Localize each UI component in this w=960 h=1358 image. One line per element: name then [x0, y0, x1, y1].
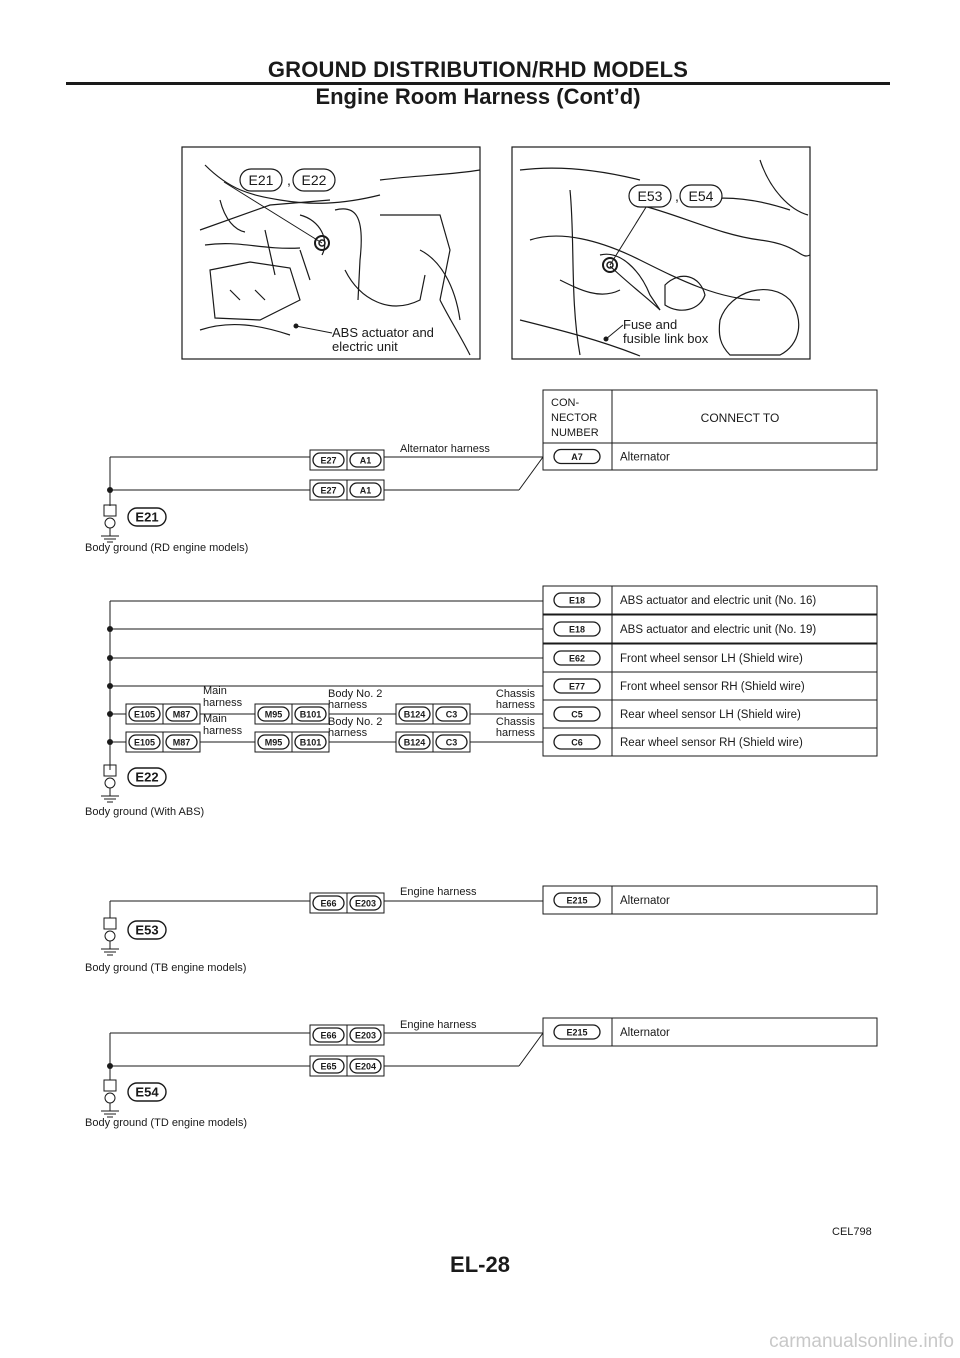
connector-e66-e203-tb-a-label: E66 — [320, 898, 337, 909]
figure-code: CEL798 — [832, 1226, 872, 1238]
connector-e65-e204-b-label: E204 — [354, 1061, 377, 1072]
row-abs-5-connect-to: Rear wheel sensor RH (Shield wire) — [620, 737, 803, 749]
row-a7-connect-to: Alternator — [620, 451, 670, 464]
row-abs-3-connect-to: Front wheel sensor RH (Shield wire) — [620, 681, 805, 693]
section-subtitle: Engine Room Harness (Cont’d) — [315, 84, 641, 109]
illustration-stroke-15 — [520, 168, 640, 180]
right-photo-label-line1: Fuse and — [623, 317, 678, 332]
connector-m95-b101-2-b-label: B101 — [299, 737, 322, 748]
section-title: GROUND DISTRIBUTION/RHD MODELS — [267, 57, 689, 82]
illustration-stroke-8 — [440, 300, 470, 355]
illustration-stroke-5 — [335, 209, 361, 300]
page-number: EL-28 — [450, 1252, 510, 1277]
callout-e22-label: E22 — [301, 172, 327, 189]
connector-b124-c3-2-a-label: B124 — [403, 737, 426, 748]
callout-e54-label: E54 — [688, 188, 714, 205]
callout-e21-label: E21 — [248, 172, 274, 189]
illustration-stroke-10 — [200, 325, 290, 335]
chassis-harness-label-1a: Chassis — [495, 688, 535, 700]
callout-separator-left: , — [287, 172, 291, 188]
illustration-stroke-16 — [530, 236, 760, 300]
connector-e105-m87-2-b-label: M87 — [172, 737, 191, 748]
ground-e21-caption: Body ground (RD engine models) — [85, 542, 249, 554]
illustration-stroke-21 — [570, 190, 580, 355]
callout-e53-label: E53 — [637, 188, 663, 205]
ground-e22-caption: Body ground (With ABS) — [85, 806, 205, 818]
connector-e27-a1-2-b-label: A1 — [359, 485, 372, 496]
connector-e105-m87-2-a-label: E105 — [133, 737, 156, 748]
ground-e53-label: E53 — [135, 922, 159, 938]
row-abs-5-connector-label: C6 — [571, 737, 583, 748]
connector-e66-e203-td-b-label: E203 — [354, 1030, 377, 1041]
ground-e54-label: E54 — [135, 1084, 159, 1100]
body-harness-label-1a: Body No. 2 — [328, 688, 383, 700]
chassis-harness-label-2b: harness — [495, 727, 535, 739]
ground-e53-caption: Body ground (TB engine models) — [85, 962, 247, 974]
connector-b124-c3-1-b-label: C3 — [445, 709, 458, 720]
row-e215-tb-connect-to: Alternator — [620, 895, 670, 907]
header-connector-line2: NECTOR — [551, 412, 598, 424]
callout-separator-right: , — [675, 188, 679, 204]
row-abs-1-connector-label: E18 — [568, 624, 586, 635]
connector-e66-e203-td-a-label: E66 — [320, 1030, 337, 1041]
row-abs-2-connector-label: E62 — [568, 653, 586, 664]
illustration-stroke-3 — [210, 262, 300, 320]
connector-b124-c3-1-a-label: B124 — [403, 709, 426, 720]
ground-e53-symbol — [104, 918, 116, 929]
connector-e27-a1-1-a-label: E27 — [320, 455, 337, 466]
row-abs-1-connect-to: ABS actuator and electric unit (No. 19) — [620, 624, 817, 636]
main-harness-label-1a: Main — [203, 685, 227, 697]
illustration-stroke-1 — [200, 200, 330, 230]
ground-e21-symbol — [104, 505, 116, 516]
illustration-stroke-12 — [420, 250, 460, 320]
illustration-stroke-2 — [205, 244, 300, 249]
illustration-stroke-24 — [760, 160, 808, 215]
row-abs-2-connect-to: Front wheel sensor LH (Shield wire) — [620, 653, 803, 665]
watermark: carmanualsonline.info — [769, 1331, 954, 1352]
main-harness-label-2b: harness — [203, 725, 243, 737]
illustration-stroke-6 — [345, 270, 425, 306]
row-e215-td-connector-label: E215 — [566, 1027, 588, 1038]
connector-m95-b101-1-b-label: B101 — [299, 709, 322, 720]
row-abs-0-connect-to: ABS actuator and electric unit (No. 16) — [620, 595, 817, 607]
row-abs-4-connect-to: Rear wheel sensor LH (Shield wire) — [620, 709, 801, 721]
row-abs-3-connector-label: E77 — [568, 681, 586, 692]
illustration-stroke-0 — [205, 165, 380, 203]
connector-e27-a1-2-a-label: E27 — [320, 485, 337, 496]
illustration-stroke-11 — [380, 170, 480, 180]
body-harness-label-1b: harness — [328, 699, 368, 711]
connector-e27-a1-1-b-label: A1 — [359, 455, 372, 466]
ground-e21-label: E21 — [135, 509, 159, 525]
connector-e105-m87-1-a-label: E105 — [133, 709, 156, 720]
row-abs-4-connector-label: C5 — [571, 709, 583, 720]
ground-e54-caption: Body ground (TD engine models) — [85, 1117, 248, 1129]
illustration-stroke-17 — [560, 280, 620, 294]
illustration-stroke-19 — [640, 205, 810, 256]
header-connector-line1: CON- — [551, 397, 580, 409]
header-connect-to: CONNECT TO — [700, 411, 780, 425]
connector-m95-b101-1-a-label: M95 — [264, 709, 283, 720]
body-harness-label-2b: harness — [328, 727, 368, 739]
connector-e66-e203-tb-b-label: E203 — [354, 898, 377, 909]
engine-harness-label-td: Engine harness — [400, 1019, 477, 1031]
connector-e65-e204-a-label: E65 — [320, 1061, 337, 1072]
chassis-harness-label-1b: harness — [495, 699, 535, 711]
left-photo-label-line1: ABS actuator and — [332, 325, 434, 340]
ground-e22-label: E22 — [135, 769, 159, 785]
alternator-harness-label: Alternator harness — [400, 443, 490, 455]
main-harness-label-1b: harness — [203, 697, 243, 709]
body-harness-label-2a: Body No. 2 — [328, 716, 383, 728]
connector-b124-c3-2-b-label: C3 — [445, 737, 458, 748]
right-photo-label-line2: fusible link box — [623, 331, 709, 346]
connector-m95-b101-2-a-label: M95 — [264, 737, 283, 748]
connector-e105-m87-1-b-label: M87 — [172, 709, 191, 720]
illustration-stroke-9 — [230, 290, 265, 300]
row-e215-td-connect-to: Alternator — [620, 1027, 670, 1039]
row-a7-connector-label: A7 — [571, 452, 583, 462]
illustration-stroke-26 — [610, 266, 660, 310]
row-e215-tb-connector-label: E215 — [566, 895, 588, 906]
illustration-stroke-7 — [380, 215, 450, 300]
row-abs-0-connector-label: E18 — [568, 595, 586, 606]
ground-e54-symbol — [104, 1080, 116, 1091]
engine-harness-label-tb: Engine harness — [400, 886, 477, 898]
chassis-harness-label-2a: Chassis — [495, 716, 535, 728]
illustration-stroke-14 — [265, 230, 310, 280]
illustration-stroke-13 — [220, 200, 245, 232]
header-connector-line3: NUMBER — [551, 427, 599, 439]
left-photo-label-line2: electric unit — [332, 339, 398, 354]
main-harness-label-2a: Main — [203, 713, 227, 725]
